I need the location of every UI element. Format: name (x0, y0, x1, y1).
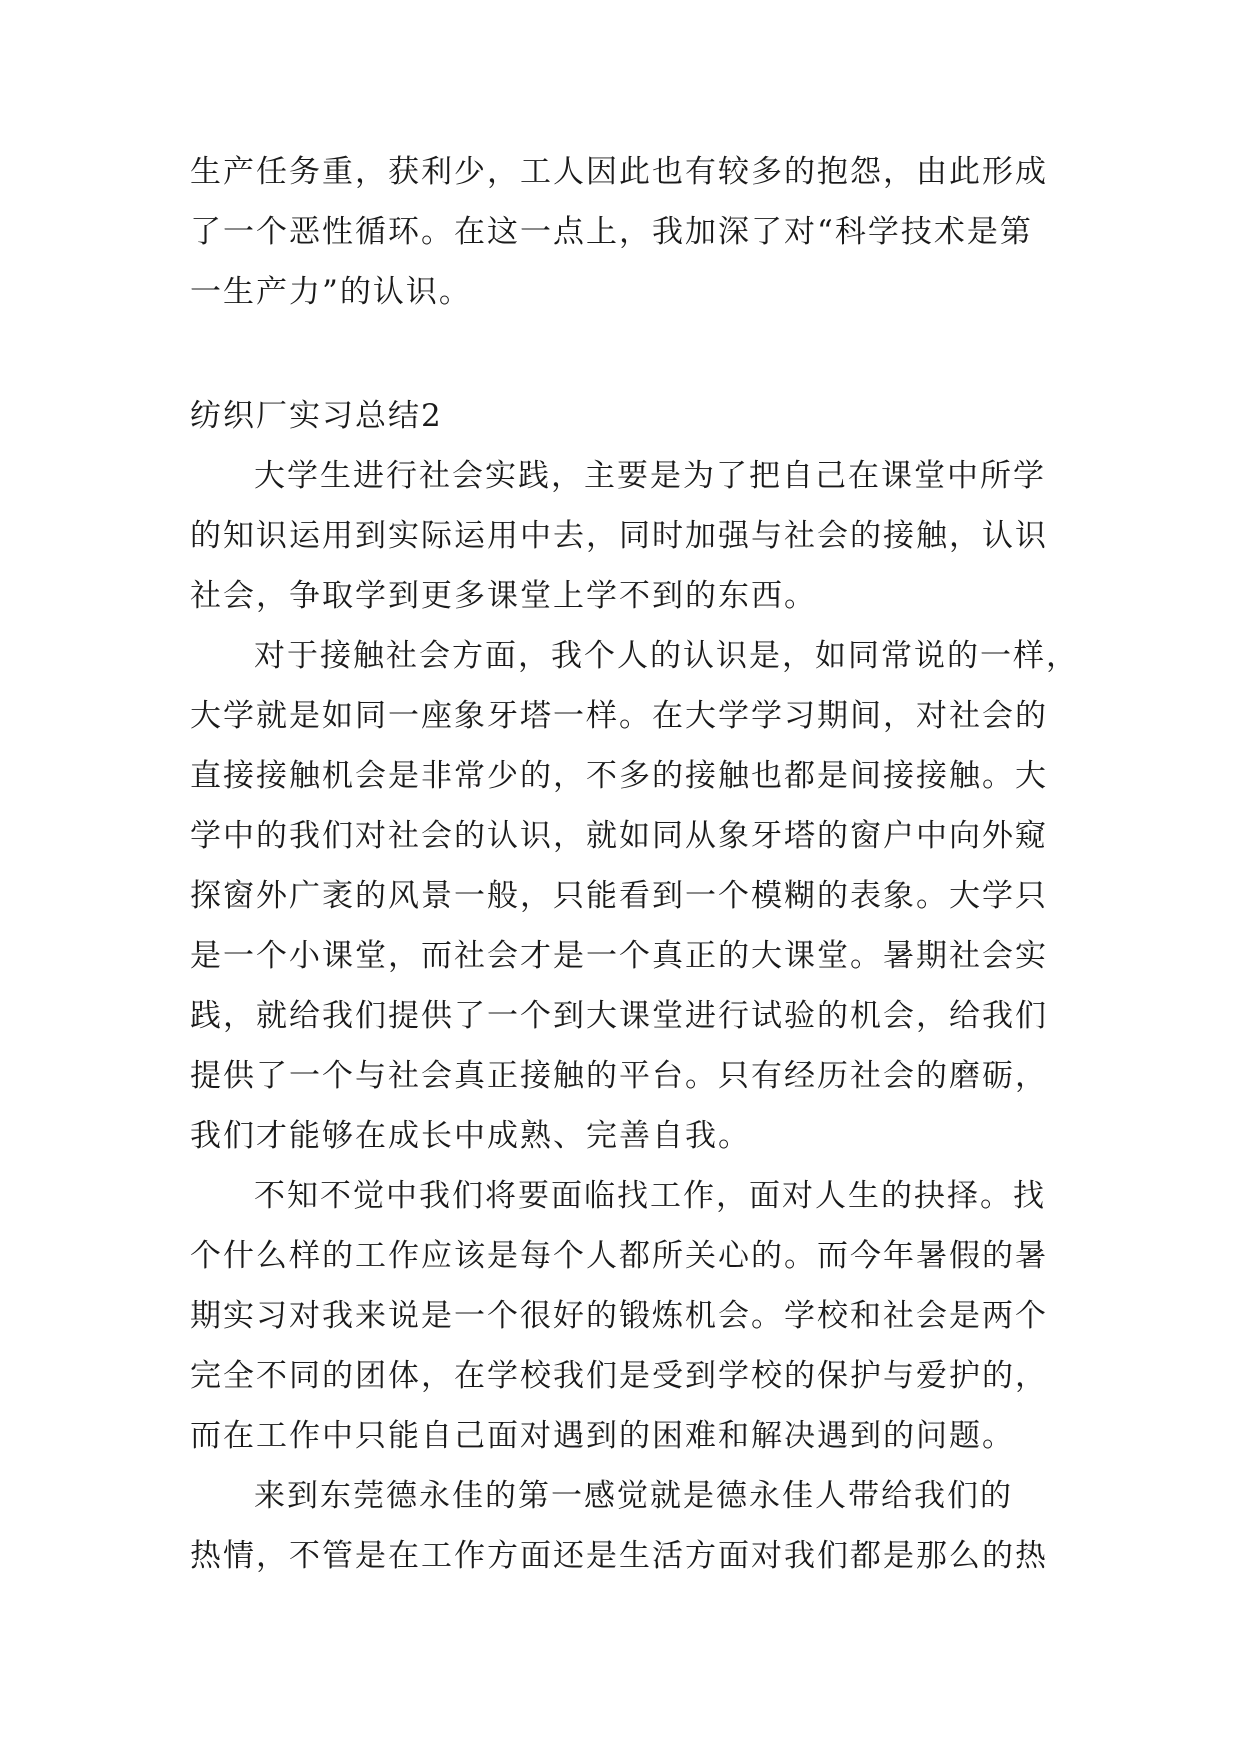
text-line: 学中的我们对社会的认识，就如同从象牙塔的窗户中向外窥 (190, 818, 1048, 854)
text-line: 对于接触社会方面，我个人的认识是，如同常说的一样， (254, 638, 1079, 674)
text-line: 的知识运用到实际运用中去，同时加强与社会的接触，认识 (190, 518, 1048, 554)
text-line: 我们才能够在成长中成熟、完善自我。 (190, 1118, 751, 1154)
text-line: 生产任务重，获利少，工人因此也有较多的抱怨，由此形成 (190, 154, 1048, 190)
text-line: 不知不觉中我们将要面临找工作，面对人生的抉择。找 (254, 1178, 1046, 1214)
text-line: 个什么样的工作应该是每个人都所关心的。而今年暑假的暑 (190, 1238, 1048, 1274)
text-line: 社会，争取学到更多课堂上学不到的东西。 (190, 578, 817, 614)
text-line: 探窗外广袤的风景一般，只能看到一个模糊的表象。大学只 (190, 878, 1048, 914)
text-line: 一生产力”的认识。 (190, 274, 472, 310)
text-line: 提供了一个与社会真正接触的平台。只有经历社会的磨砺， (190, 1058, 1048, 1094)
section-heading: 纺织厂实习总结2 (190, 398, 443, 434)
text-line: 大学生进行社会实践，主要是为了把自己在课堂中所学 (254, 458, 1046, 494)
text-line: 完全不同的团体，在学校我们是受到学校的保护与爱护的， (190, 1358, 1048, 1394)
text-line: 热情，不管是在工作方面还是生活方面对我们都是那么的热 (190, 1538, 1048, 1574)
text-line: 了一个恶性循环。在这一点上，我加深了对“科学技术是第 (190, 214, 1033, 250)
text-line: 期实习对我来说是一个很好的锻炼机会。学校和社会是两个 (190, 1298, 1048, 1334)
text-line: 是一个小课堂，而社会才是一个真正的大课堂。暑期社会实 (190, 938, 1048, 974)
text-line: 直接接触机会是非常少的，不多的接触也都是间接接触。大 (190, 758, 1048, 794)
text-line: 践，就给我们提供了一个到大课堂进行试验的机会，给我们 (190, 998, 1048, 1034)
text-line: 大学就是如同一座象牙塔一样。在大学学习期间，对社会的 (190, 698, 1048, 734)
text-line: 来到东莞德永佳的第一感觉就是德永佳人带给我们的 (254, 1478, 1013, 1514)
text-line: 而在工作中只能自己面对遇到的困难和解决遇到的问题。 (190, 1418, 1015, 1454)
